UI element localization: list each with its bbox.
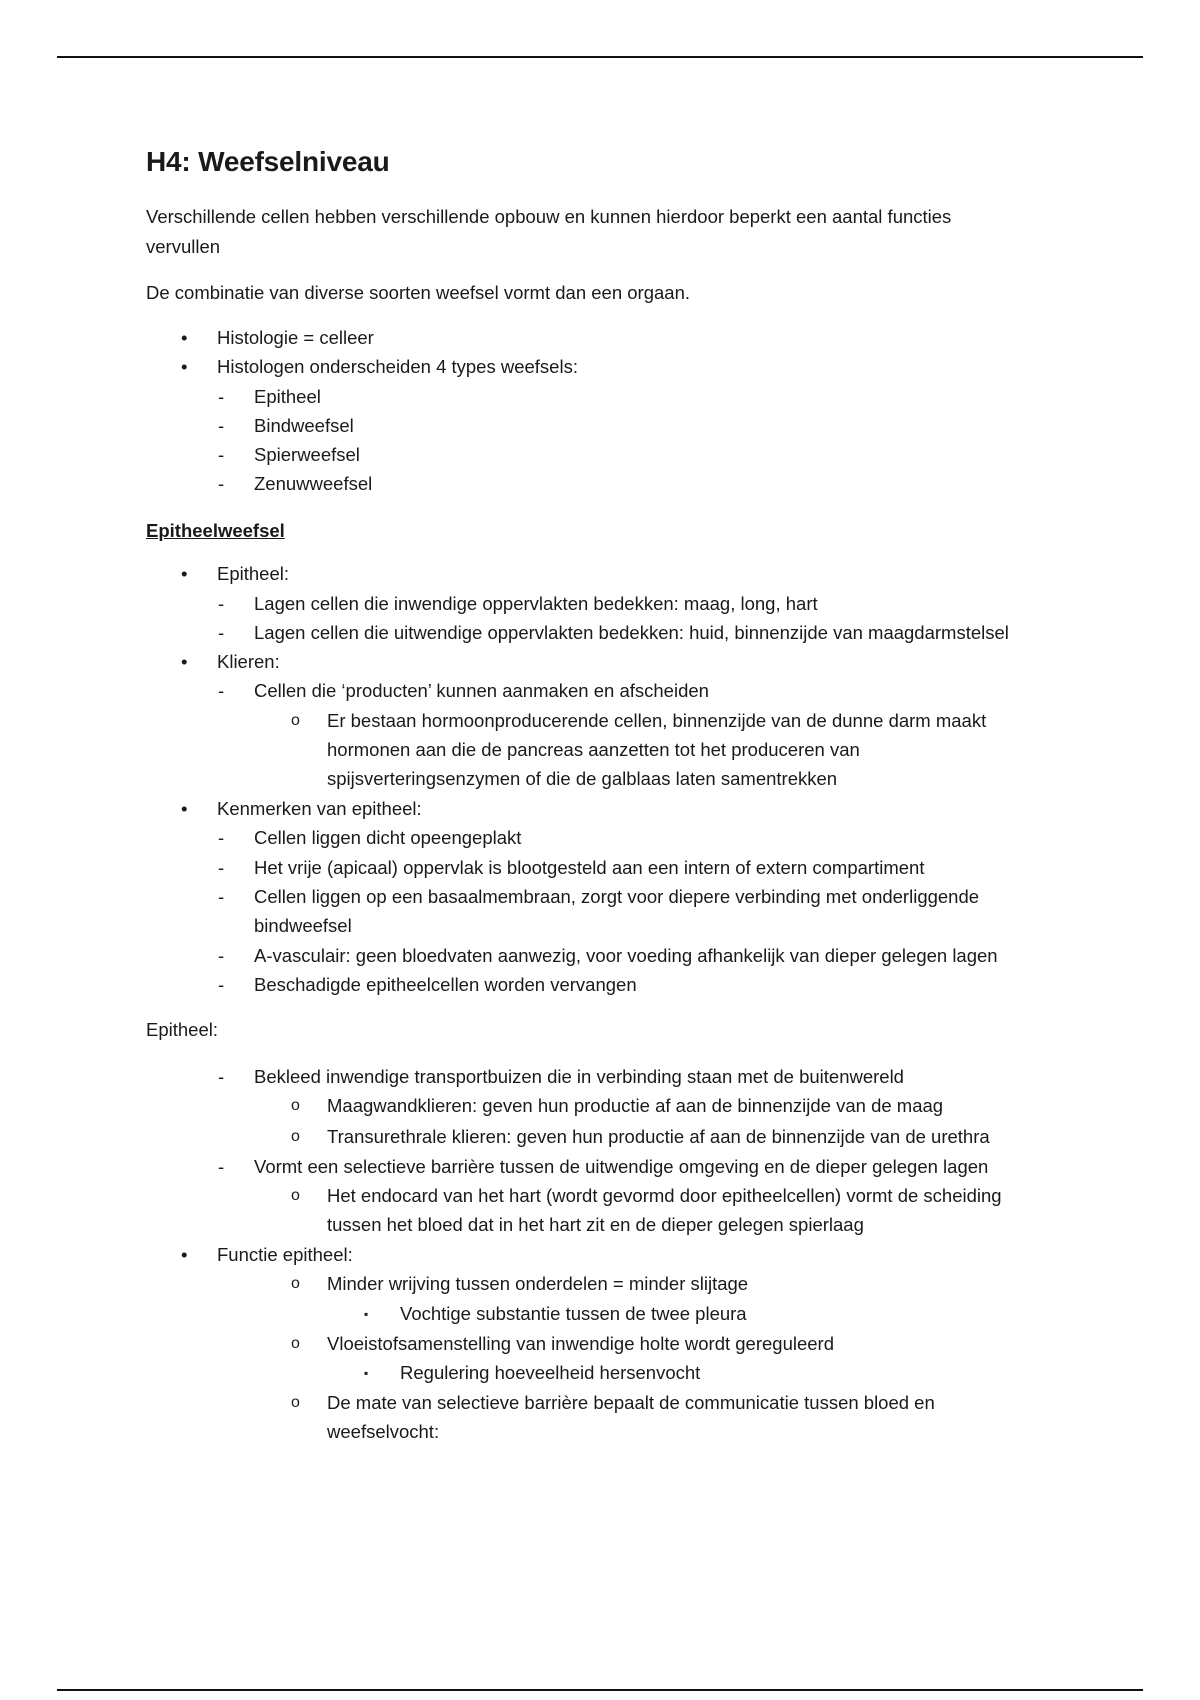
list-item-line: Er bestaan hormoonproducerende cellen, binnenzijde van de dunne darm maakt	[327, 710, 987, 731]
circle-marker: o	[291, 1097, 300, 1114]
list-item: Functie epitheel:	[217, 1244, 353, 1265]
dash-marker: -	[218, 415, 225, 436]
dash-marker: -	[218, 1156, 225, 1177]
intro-paragraph-line: Verschillende cellen hebben verschillende opbouw en kunnen hierdoor beperkt een aantal functies	[146, 206, 952, 227]
list-item-line: tussen het bloed dat in het hart zit en de dieper gelegen spierlaag	[327, 1214, 864, 1235]
list-item: Epitheel:	[217, 563, 289, 584]
list-item: Beschadigde epitheelcellen worden vervangen	[254, 974, 637, 995]
footer-rule	[57, 1689, 1143, 1691]
list-item: Spierweefsel	[254, 444, 360, 465]
list-item: Zenuwweefsel	[254, 473, 373, 494]
list-item-line: spijsverteringsenzymen of die de galblaas laten samentrekken	[327, 768, 838, 789]
list-item: Vormt een selectieve barrière tussen de uitwendige omgeving en de dieper gelegen lagen	[254, 1156, 989, 1177]
dash-marker: -	[218, 680, 225, 701]
bullet-marker: •	[181, 1244, 188, 1265]
bullet-marker: •	[181, 356, 188, 377]
dash-marker: -	[218, 1066, 225, 1087]
intro-paragraph-line: vervullen	[146, 236, 221, 257]
list-item-line: Het endocard van het hart (wordt gevormd door epitheelcellen) vormt de scheiding	[327, 1185, 1002, 1206]
list-item: Lagen cellen die uitwendige oppervlakten bedekken: huid, binnenzijde van maagdarmstelsel	[254, 622, 1009, 643]
list-item: Transurethrale klieren: geven hun productie af aan de binnenzijde van de urethra	[327, 1126, 990, 1147]
header-rule	[57, 56, 1143, 58]
list-item: Het vrije (apicaal) oppervlak is blootgesteld aan een intern of extern compartiment	[254, 857, 925, 878]
list-item: Epitheel	[254, 386, 321, 407]
list-item: Maagwandklieren: geven hun productie af aan de binnenzijde van de maag	[327, 1095, 944, 1116]
section-label: Epitheel:	[146, 1019, 218, 1040]
list-item: Bekleed inwendige transportbuizen die in verbinding staan met de buitenwereld	[254, 1066, 904, 1087]
intro-paragraph: De combinatie van diverse soorten weefsel vormt dan een orgaan.	[146, 282, 690, 303]
circle-marker: o	[291, 1128, 300, 1145]
dash-marker: -	[218, 386, 225, 407]
bullet-marker: •	[181, 651, 188, 672]
square-marker: ▪	[364, 1307, 369, 1321]
list-item: Minder wrijving tussen onderdelen = minder slijtage	[327, 1273, 749, 1294]
square-marker: ▪	[364, 1366, 369, 1380]
list-item: Cellen liggen op een basaalmembraan, zorgt voor diepere verbinding met onderliggende	[254, 886, 980, 907]
list-item: A-vasculair: geen bloedvaten aanwezig, voor voeding afhankelijk van dieper gelegen lagen	[254, 945, 998, 966]
circle-marker: o	[291, 1394, 300, 1411]
list-item: Histologie = celleer	[217, 327, 374, 348]
page-title: H4: Weefselniveau	[146, 146, 390, 177]
dash-marker: -	[218, 974, 225, 995]
dash-marker: -	[218, 473, 225, 494]
dash-marker: -	[218, 857, 225, 878]
bullet-marker: •	[181, 327, 188, 348]
list-item: Regulering hoeveelheid hersenvocht	[400, 1362, 701, 1383]
list-item-line: bindweefsel	[254, 915, 352, 936]
list-item-line: hormonen aan die de pancreas aanzetten tot het produceren van	[327, 739, 860, 760]
circle-marker: o	[291, 1187, 300, 1204]
list-item: Bindweefsel	[254, 415, 354, 436]
circle-marker: o	[291, 1335, 300, 1352]
circle-marker: o	[291, 712, 300, 729]
dash-marker: -	[218, 827, 225, 848]
list-item: Cellen liggen dicht opeengeplakt	[254, 827, 522, 848]
list-item: Histologen onderscheiden 4 types weefsels:	[217, 356, 578, 377]
list-item-line: weefselvocht:	[327, 1421, 440, 1442]
dash-marker: -	[218, 593, 225, 614]
bullet-marker: •	[181, 798, 188, 819]
dash-marker: -	[218, 886, 225, 907]
bullet-marker: •	[181, 563, 188, 584]
section-heading: Epitheelweefsel	[146, 520, 285, 541]
list-item-line: De mate van selectieve barrière bepaalt de communicatie tussen bloed en	[327, 1392, 935, 1413]
list-item: Klieren:	[217, 651, 280, 672]
list-item: Vochtige substantie tussen de twee pleura	[400, 1303, 747, 1324]
dash-marker: -	[218, 945, 225, 966]
list-item: Vloeistofsamenstelling van inwendige holte wordt gereguleerd	[327, 1333, 835, 1354]
dash-marker: -	[218, 622, 225, 643]
dash-marker: -	[218, 444, 225, 465]
list-item: Kenmerken van epitheel:	[217, 798, 422, 819]
circle-marker: o	[291, 1275, 300, 1292]
list-item: Lagen cellen die inwendige oppervlakten bedekken: maag, long, hart	[254, 593, 818, 614]
list-item: Cellen die ‘producten’ kunnen aanmaken en afscheiden	[254, 680, 709, 701]
